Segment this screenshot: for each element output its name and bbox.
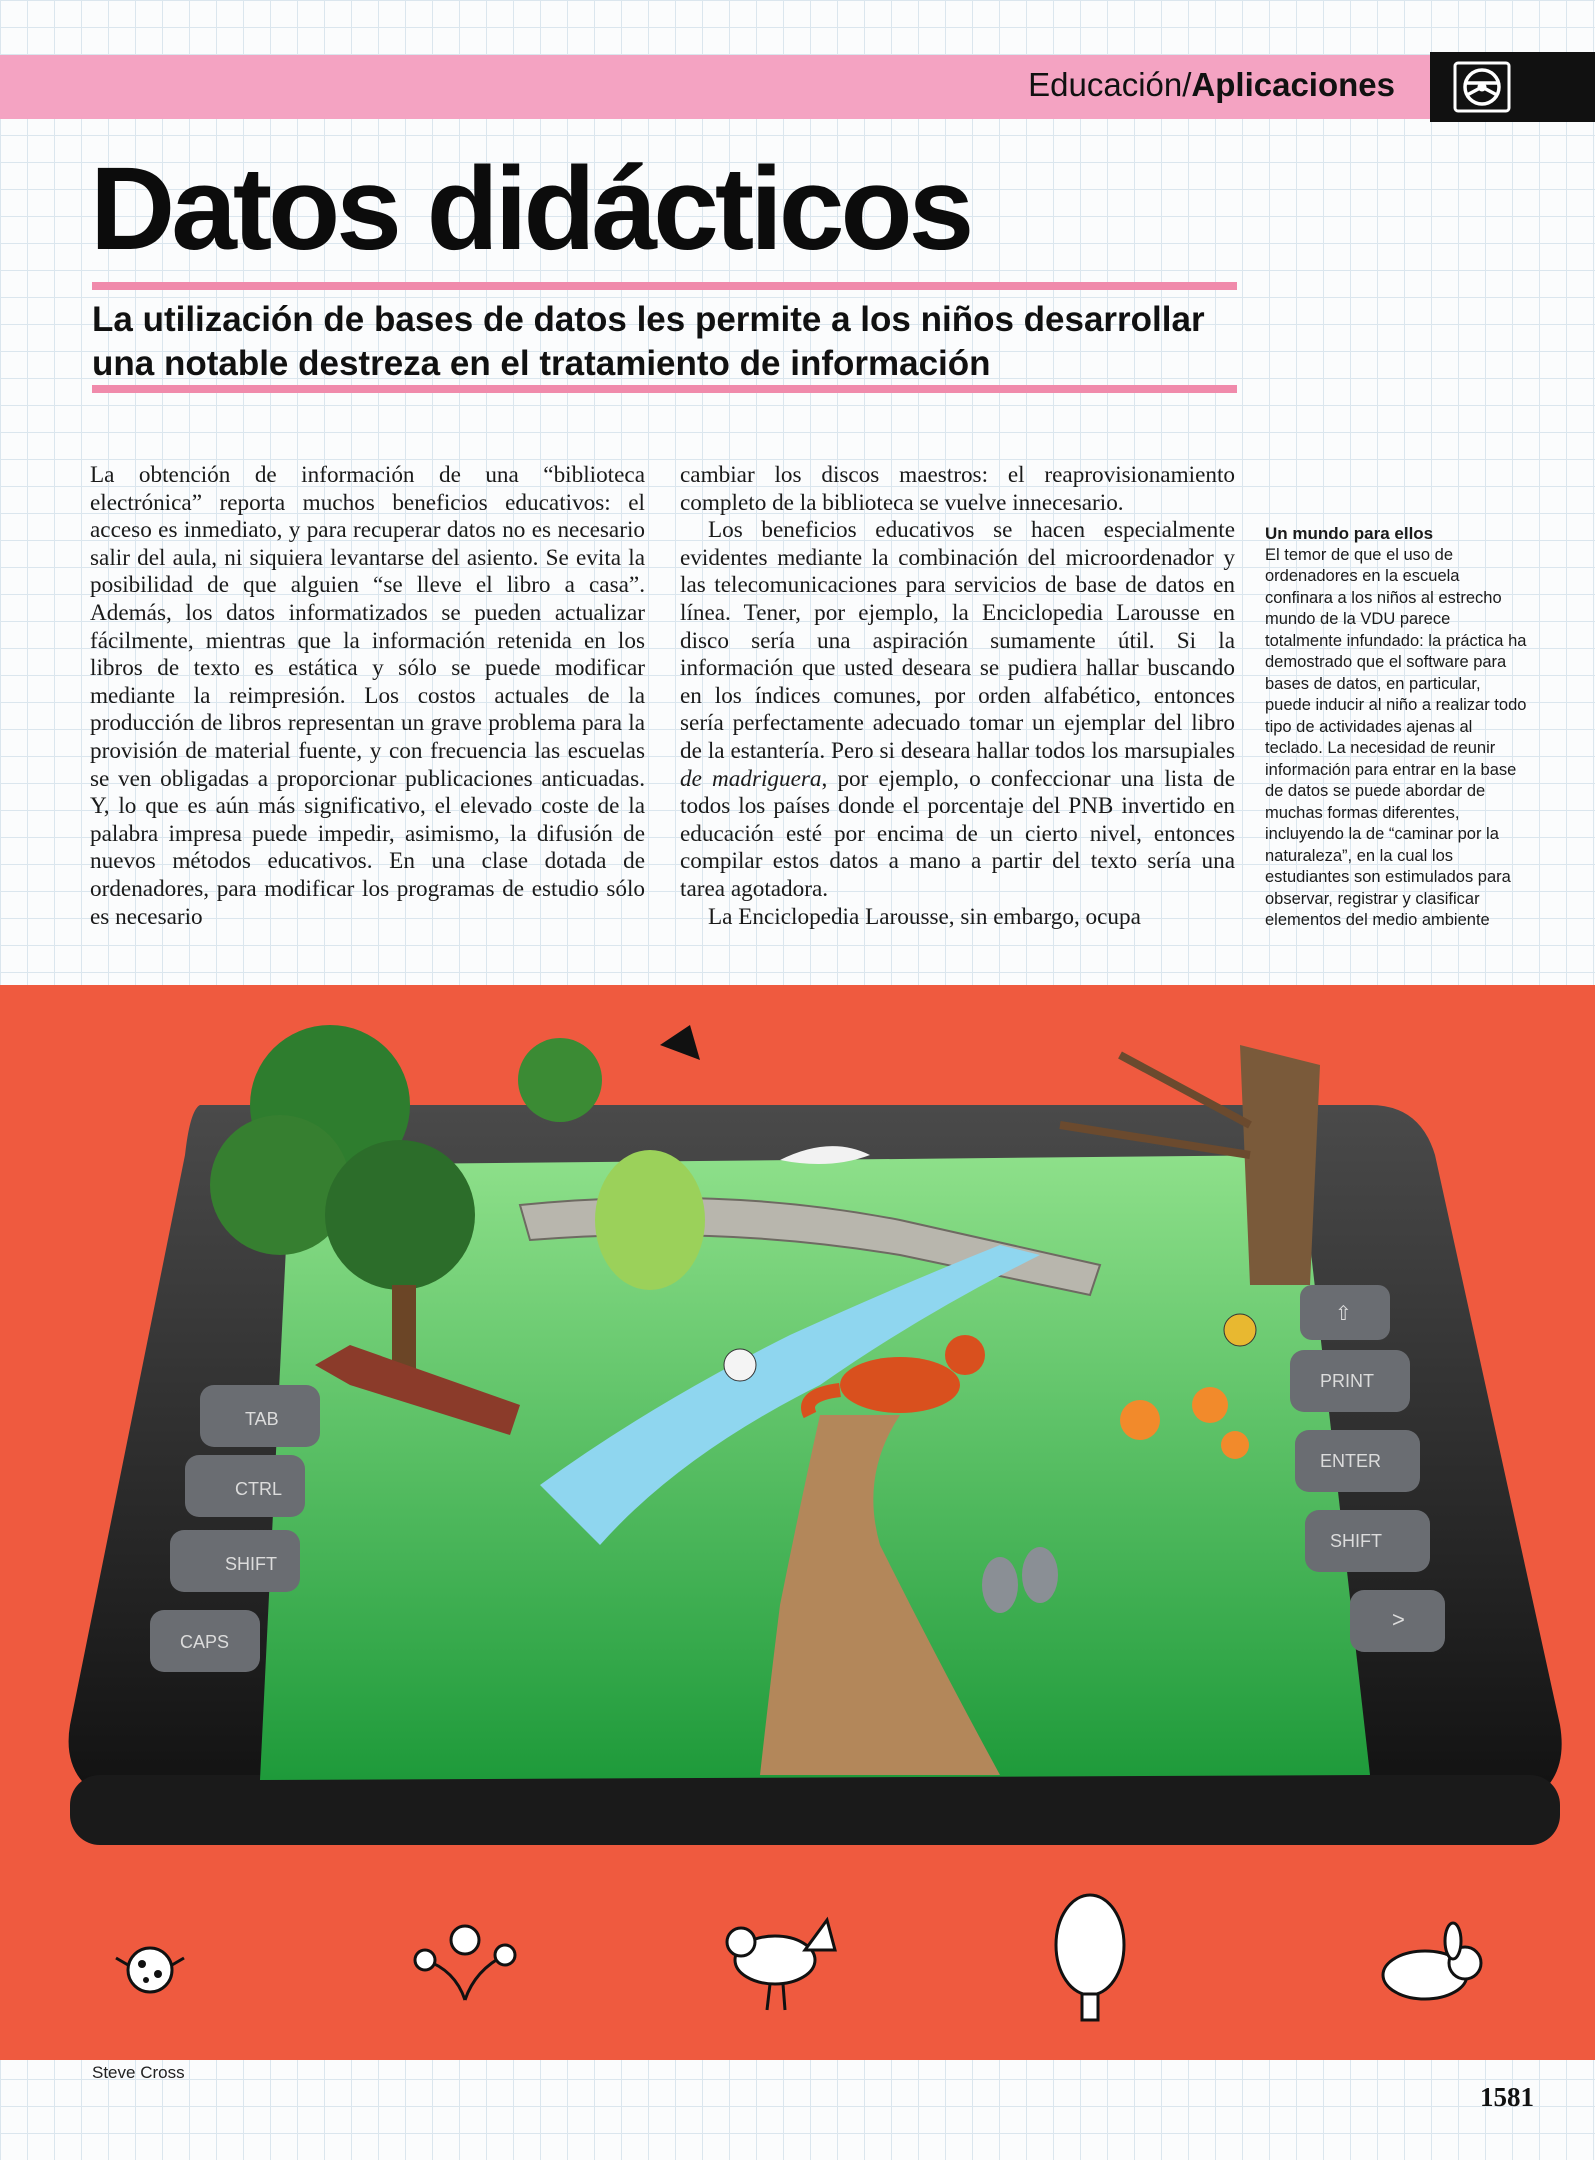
key-label: > — [1392, 1607, 1405, 1632]
key-label: CAPS — [180, 1632, 230, 1652]
paragraph: cambiar los discos maestros: el reaprovisionamiento completo de la biblioteca se vuelve innecesario. — [680, 462, 1235, 516]
rabbit-icon — [1383, 1923, 1481, 1999]
butterfly — [724, 1349, 756, 1381]
subtitle-bottom-rule — [92, 385, 1237, 393]
paragraph: La obtención de información de una “biblioteca electrónica” reporta muchos beneficios educativos: el acceso es inmediato, y para recuperar datos no es necesario salir del aula, ni siquiera levantarse del asiento. Se evita la posibilidad de que alguien “se lleve el libro a casa”. Además, los datos informatizados se pueden actualizar fácilmente, mientras que la información retenida en los libros de texto es estática y sólo se puede modificar mediante la reimpresión. Los costos actuales de la producción de libros representan un grave problema para la provisión de material fuente, y con frecuencia las escuelas se ven obligadas a proporcionar publicaciones anticuadas. Y, lo que es aún más significativo, el elevado coste de la palabra impresa puede impedir, asimismo, la difusión de nuevos métodos educativos. En una clase dotada de ordenadores, para modificar los programas de estudio sólo es necesario — [90, 462, 645, 930]
ladybird-icon — [116, 1948, 184, 1992]
bee — [1224, 1314, 1256, 1346]
article-column-2 — [680, 462, 1235, 931]
bird-icon — [727, 1920, 835, 2010]
subtitle-top-rule — [92, 282, 1237, 290]
key-label: CTRL — [235, 1479, 283, 1499]
keyboard-landscape-illustration — [0, 985, 1595, 2060]
key-label: ENTER — [1320, 1451, 1382, 1471]
series-logo — [1430, 52, 1595, 122]
illustration-panel — [0, 985, 1595, 2060]
sidebar-body: El temor de que el uso de ordenadores en la escuela confinara a los niños al estrecho mundo de la VDU parece totalmente infundado: la práctica ha demostrado que el software para bases de datos, en particular, puede inducir al niño a realizar todo tipo de actividades ajenas al teclado. La necesidad de reunir información para entrar en la base de datos se puede abordar de muchas formas diferentes, incluyendo la de “caminar por la naturaleza”, en la cual los estudiantes son estimulados para observar, registrar y clasificar elementos del medio ambiente — [1265, 545, 1527, 929]
paragraph: La Enciclopedia Larousse, sin embargo, ocupa — [708, 903, 1141, 930]
flower — [1221, 1431, 1249, 1459]
subsection-label: Aplicaciones — [1191, 66, 1395, 103]
rabbit — [982, 1557, 1018, 1613]
paragraph-text: Los beneficios educativos se hacen especialmente evidentes mediante la combinación del microordenador y las telecomunicaciones para servicios de base de datos en línea. Tener, por ejemplo, la Enciclopedia Larousse en disco sería una aspiración sumamente útil. Si la información que usted deseara se pudiera hallar buscando en los índices comunes, por orden alfabético, entonces sería perfectamente adecuado tomar un ejemplar del libro de la estantería. Pero si deseara hallar todos los marsupiales — [680, 517, 1235, 764]
key-label: ⇧ — [1335, 1303, 1352, 1325]
flower — [1192, 1387, 1228, 1423]
page-number: 1581 — [1480, 2082, 1534, 2112]
emphasis-text: de madriguera — [680, 765, 822, 792]
sidebar-heading: Un mundo para ellos — [1265, 524, 1434, 543]
willow-tree — [595, 1150, 705, 1290]
tree-icon — [1056, 1895, 1124, 2020]
section-header — [1028, 66, 1395, 104]
swallow-bird — [660, 1025, 700, 1060]
key-label: PRINT — [1320, 1371, 1374, 1391]
section-label: Educación/ — [1028, 66, 1192, 103]
steering-wheel-logo-icon — [1452, 60, 1512, 114]
key-label: SHIFT — [225, 1554, 277, 1574]
page-title: Datos didácticos — [90, 143, 971, 275]
paragraph — [680, 517, 1235, 903]
paragraph-text: , por ejemplo, o confeccionar una lista de todos los países donde el porcentaje del PNB invertido en educación esté por encima de un cierto nivel, entonces compilar estos datos a mano a partir del texto sería una tarea agotadora. — [680, 765, 1236, 902]
key-label: SHIFT — [1330, 1531, 1382, 1551]
keyboard-front-edge — [70, 1775, 1560, 1845]
photo-credit: Steve Cross — [92, 2063, 185, 2082]
key-label: TAB — [245, 1409, 279, 1429]
rabbit — [1022, 1547, 1058, 1603]
flower — [1120, 1400, 1160, 1440]
sidebar-caption — [1265, 523, 1530, 932]
article-column-1 — [90, 462, 645, 931]
flower-icon — [415, 1926, 515, 2000]
subtitle: La utilización de bases de datos les permite a los niños desarrollar una notable destreza en el tratamiento de información — [92, 300, 1205, 383]
